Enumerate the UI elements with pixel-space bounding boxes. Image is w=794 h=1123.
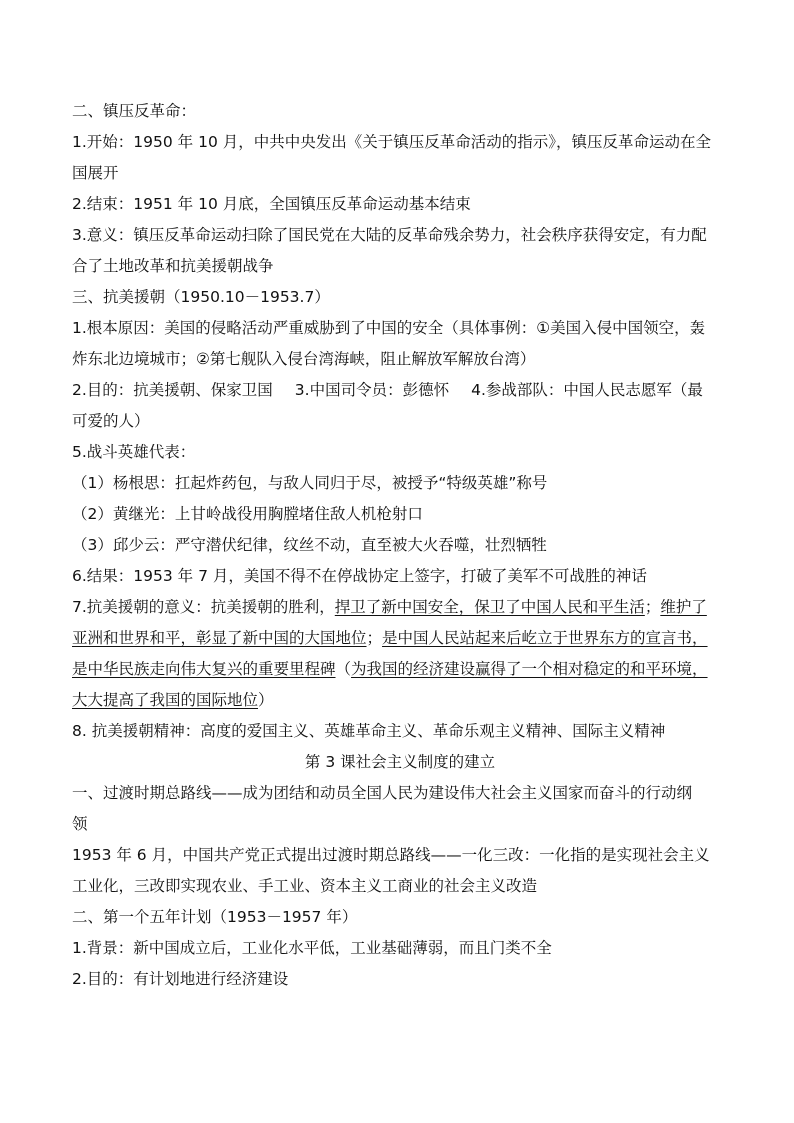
text-segment: 2.目的：有计划地进行经济建设 <box>72 970 289 988</box>
text-segment: （ <box>335 660 352 678</box>
text-segment: 合了土地改革和抗美援朝战争 <box>72 257 274 275</box>
text-segment: 1953 年 6 月，中国共产党正式提出过渡时期总路线——一化三改：一化指的是实现社会主义 <box>72 846 710 864</box>
text-segment: 3.中国司令员：彭德怀 <box>294 381 450 399</box>
text-segment: （1）杨根思：扛起炸药包，与敌人同归于尽，被授予“特级英雄”称号 <box>72 474 548 492</box>
text-line <box>72 840 728 871</box>
text-line <box>72 282 728 313</box>
text-segment: 6.结果：1953 年 7 月，美国不得不在停战协定上签字，打破了美军不可战胜的神话 <box>72 567 647 585</box>
text-line <box>72 344 728 375</box>
text-segment: 一、过渡时期总路线——成为团结和动员全国人民为建设伟大社会主义国家而奋斗的行动纲 <box>72 784 693 802</box>
text-segment: 7.抗美援朝的意义：抗美援朝的胜利， <box>72 598 335 616</box>
text-line <box>72 499 728 530</box>
text-line <box>72 561 728 592</box>
text-segment: ； <box>366 629 383 647</box>
text-segment: 2.目的：抗美援朝、保家卫国 <box>72 381 273 399</box>
underlined-text: 捍卫了新中国安全，保卫了中国人民和平生活 <box>334 598 645 616</box>
text-line <box>72 406 728 437</box>
text-line <box>72 964 728 995</box>
underlined-text: 是中国人民站起来后屹立于世界东方的宣言书， <box>382 629 708 647</box>
text-segment: 领 <box>72 815 88 833</box>
text-segment: 二、镇压反革命： <box>72 102 197 120</box>
text-line <box>72 375 728 406</box>
text-line <box>72 251 728 282</box>
text-segment: 二、第一个五年计划（1953－1957 年） <box>72 908 358 926</box>
text-segment: 5.战斗英雄代表： <box>72 443 196 461</box>
text-segment: 三、抗美援朝（1950.10－1953.7） <box>72 288 330 306</box>
text-line <box>72 313 728 344</box>
text-segment: 工业化，三改即实现农业、手工业、资本主义工商业的社会主义改造 <box>72 877 538 895</box>
text-line <box>72 933 728 964</box>
text-line <box>72 685 728 716</box>
text-segment: （2）黄继光：上甘岭战役用胸膛堵住敌人机枪射口 <box>72 505 423 523</box>
lesson-title <box>72 747 728 778</box>
text-line <box>72 468 728 499</box>
text-line <box>72 437 728 468</box>
text-segment: 3.意义：镇压反革命运动扫除了国民党在大陆的反革命残余势力，社会秩序获得安定，有力配 <box>72 226 707 244</box>
text-segment: 1.开始：1950 年 10 月，中共中央发出《关于镇压反革命活动的指示》，镇压反革命运动在全 <box>72 133 711 151</box>
text-line <box>72 220 728 251</box>
text-line <box>72 189 728 220</box>
underlined-text: 大大提高了我国的国际地位 <box>72 691 259 709</box>
text-segment: 第 3 课社会主义制度的建立 <box>304 753 496 771</box>
text-line <box>72 716 728 747</box>
text-segment: 8. 抗美援朝精神：高度的爱国主义、英雄革命主义、革命乐观主义精神、国际主义精神 <box>72 722 666 740</box>
underlined-text: 为我国的经济建设赢得了一个相对稳定的和平环境， <box>351 660 708 678</box>
underlined-text: 维护了 <box>660 598 707 616</box>
underlined-text: 是中华民族走向伟大复兴的重要里程碑 <box>72 660 336 678</box>
text-segment: 1.根本原因：美国的侵略活动严重威胁到了中国的安全（具体事例：①美国入侵中国领空，轰 <box>72 319 706 337</box>
text-line <box>72 902 728 933</box>
text-segment: 国展开 <box>72 164 119 182</box>
text-line <box>72 592 728 623</box>
text-line <box>72 654 728 685</box>
text-segment: ） <box>258 691 274 709</box>
text-line <box>72 623 728 654</box>
text-segment: 炸东北边境城市；②第七舰队入侵台湾海峡，阻止解放军解放台湾） <box>72 350 536 368</box>
text-segment: 可爱的人） <box>72 412 150 430</box>
text-line <box>72 871 728 902</box>
text-segment: 2.结束：1951 年 10 月底，全国镇压反革命运动基本结束 <box>72 195 471 213</box>
text-line <box>72 96 728 127</box>
text-segment: ； <box>644 598 661 616</box>
text-segment: 4.参战部队：中国人民志愿军（最 <box>471 381 703 399</box>
text-segment: 1.背景：新中国成立后，工业化水平低，工业基础薄弱，而且门类不全 <box>72 939 552 957</box>
text-line <box>72 127 728 158</box>
text-line <box>72 530 728 561</box>
underlined-text: 亚洲和世界和平，彰显了新中国的大国地位 <box>72 629 367 647</box>
text-line <box>72 778 728 809</box>
text-line <box>72 158 728 189</box>
text-segment: （3）邱少云：严守潜伏纪律，纹丝不动，直至被大火吞噬，壮烈牺牲 <box>72 536 547 554</box>
text-line <box>72 809 728 840</box>
